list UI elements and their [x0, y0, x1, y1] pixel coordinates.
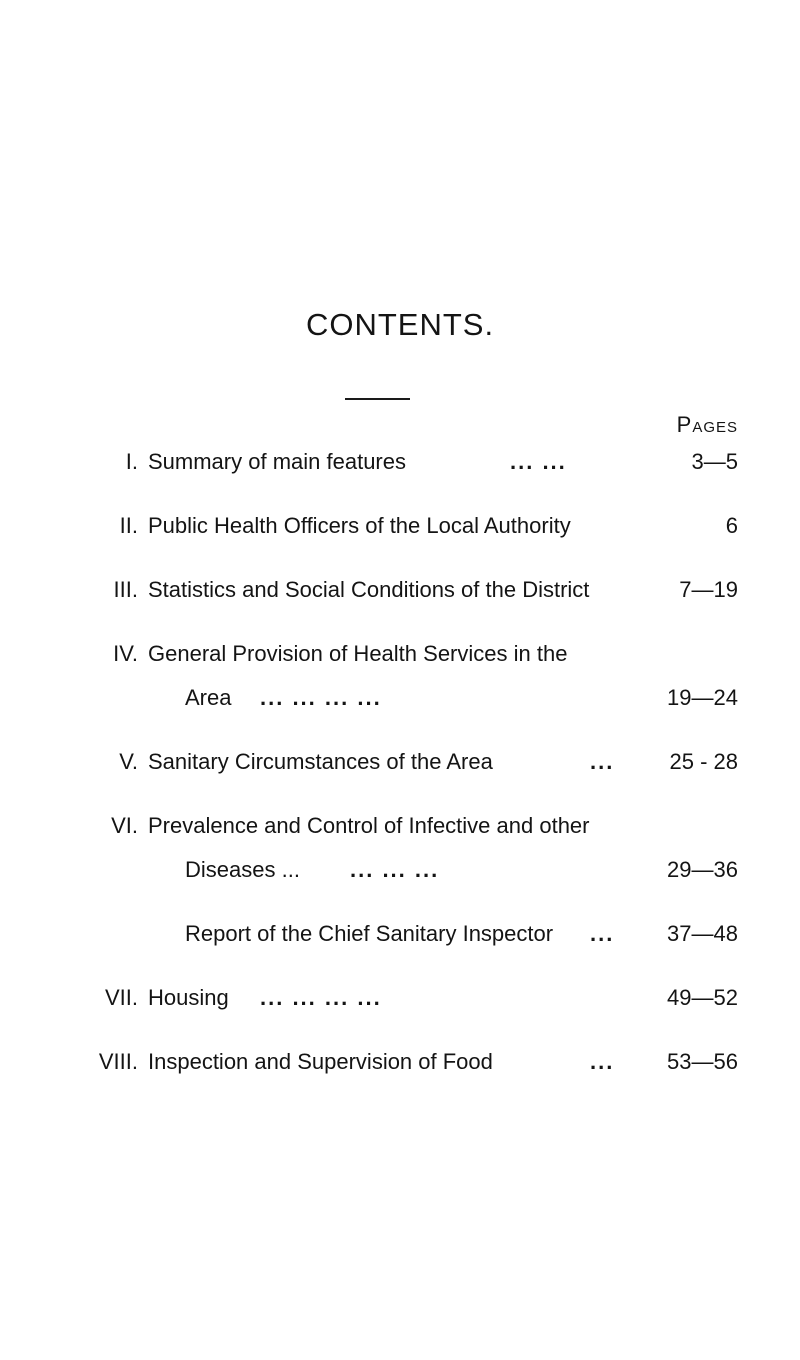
entry-pages: 25 - 28 [669, 749, 738, 774]
entry-pages: 49—52 [667, 985, 738, 1010]
entry-title: Public Health Officers of the Local Authority [148, 513, 571, 538]
entry-pages: 6 [725, 513, 738, 538]
entry-number: VIII. [98, 1049, 138, 1074]
leader-dots: ... [590, 749, 615, 774]
entry-title: Prevalence and Control of Infective and other [148, 813, 590, 838]
entry-number: II. [119, 513, 138, 538]
entry-pages: 53—56 [667, 1049, 738, 1074]
entry-title-continued: Area [185, 685, 232, 710]
leader-dots: ... ... ... [350, 857, 440, 882]
title-rule [345, 398, 410, 400]
entry-title: Statistics and Social Conditions of the District [148, 577, 590, 602]
entry-pages: 37—48 [667, 921, 738, 946]
pages-column-heading: Pages [676, 412, 738, 437]
entry-number: V. [119, 749, 138, 774]
leader-dots: ... ... [510, 449, 567, 474]
entry-title: General Provision of Health Services in the [148, 641, 568, 666]
entry-title: Sanitary Circumstances of the Area [148, 749, 493, 774]
entry-pages: 3—5 [691, 449, 738, 474]
leader-dots: ... ... ... ... [260, 985, 382, 1010]
page-title: CONTENTS. [305, 307, 495, 342]
entry-number: VI. [111, 813, 138, 838]
entry-number: IV. [113, 641, 138, 666]
leader-dots: ... [590, 921, 615, 946]
entry-title: Housing [148, 985, 229, 1010]
entry-number: I. [125, 449, 138, 474]
entry-title: Summary of main features [148, 449, 406, 474]
entry-pages: 7—19 [679, 577, 738, 602]
entry-number: III. [113, 577, 138, 602]
entry-number: VII. [104, 985, 138, 1010]
entry-title: Inspection and Supervision of Food [148, 1049, 493, 1074]
entry-title-continued: Diseases ... [185, 857, 300, 882]
entry-title: Report of the Chief Sanitary Inspector [185, 921, 554, 946]
entry-pages: 29—36 [667, 857, 738, 882]
leader-dots: ... [590, 1049, 615, 1074]
entry-pages: 19—24 [667, 685, 738, 710]
leader-dots: ... ... ... ... [260, 685, 382, 710]
